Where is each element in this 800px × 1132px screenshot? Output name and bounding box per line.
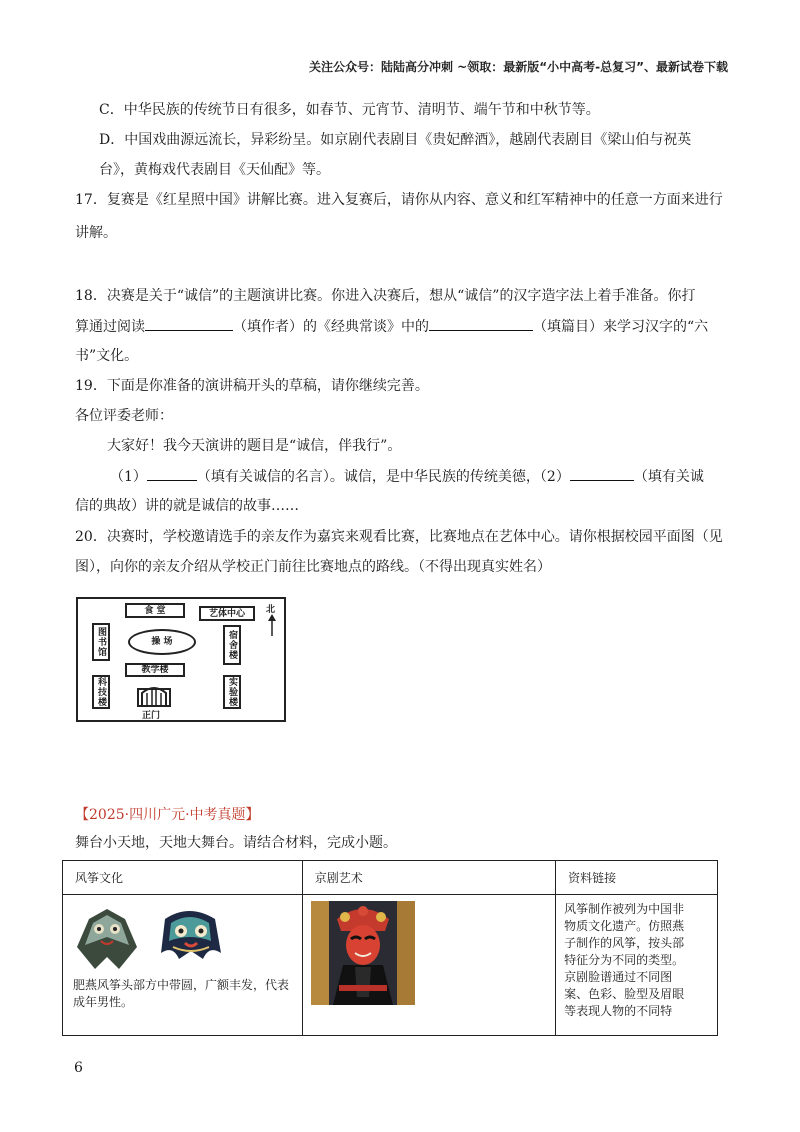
q19-text-2: （填有关诚信的名言）。诚信，是中华民族的传统美德，（2） (196, 469, 570, 485)
q18-text-2: （填作者）的《经典常谈》中的 (233, 319, 429, 335)
peking-opera-image (311, 901, 415, 1005)
question-19-salutation: 各位评委老师： (75, 408, 173, 424)
canteen-building: 食 堂 (125, 603, 185, 618)
kite-description: 肥燕风筝头部方中带圆，广额丰发，代表成年男性。 (73, 978, 290, 1009)
science-building: 科技楼 (92, 675, 110, 709)
question-18-line2 (75, 316, 708, 337)
table-header-opera: 京剧艺术 (302, 861, 555, 895)
question-19-greeting: 大家好！我今天演讲的题目是“诚信，伴我行”。 (107, 438, 402, 454)
material-table (62, 860, 718, 1036)
lab-building: 实验楼 (223, 675, 241, 709)
link-cell (556, 895, 718, 1036)
question-19-line4 (110, 466, 704, 487)
campus-map (76, 597, 286, 722)
page-header: 关注公众号：陆陆高分冲刺 ~领取：最新版“小中高考-总复习”、最新试卷下载 (309, 60, 728, 74)
question-19-line1: 19．下面是你准备的演讲稿开头的草稿，请你继续完善。 (75, 378, 429, 394)
question-18-line1: 18．决赛是关于“诚信”的主题演讲比赛。你进入决赛后，想从“诚信”的汉字造字法上着手准备。你打 (75, 288, 696, 304)
library-building: 图书馆 (92, 623, 110, 661)
question-17-line2: 讲解。 (75, 225, 117, 241)
question-20-line2: 图），向你的亲友介绍从学校正门前往比赛地点的路线。（不得出现真实姓名） (75, 559, 551, 575)
table-header-kite: 风筝文化 (63, 861, 303, 895)
q18-text-1: 算通过阅读 (75, 319, 145, 335)
option-d-line2: 台》，黄梅戏代表剧目《天仙配》等。 (99, 162, 330, 178)
arts-center-building: 艺体中心 (199, 606, 255, 621)
link-description: 风筝制作被列为中国非物质文化遗产。仿照燕子制作的风筝，按头部特征分为不同的类型。京剧脸谱通过不同图案、色彩、脸型及眉眼等表现人物的不同特 (564, 902, 685, 1018)
north-arrow-icon (267, 614, 277, 636)
question-20-line1: 20．决赛时，学校邀请选手的亲友作为嘉宾来观看比赛，比赛地点在艺体中心。请你根据校园平面图（见 (75, 529, 723, 545)
q19-text-1: （1） (110, 469, 147, 485)
kite-cell (63, 895, 303, 1036)
question-17-line1: 17．复赛是《红星照中国》讲解比赛。进入复赛后，请你从内容、意义和红军精神中的任意一方面来进行 (75, 192, 723, 208)
table-content-row (63, 895, 718, 1036)
page-number: 6 (74, 1060, 83, 1076)
answer-blank-story[interactable] (570, 466, 634, 481)
north-label: 北 (266, 605, 276, 615)
answer-blank-chapter[interactable] (429, 316, 533, 331)
swallow-kite-image (77, 905, 227, 971)
question-18-line3: 书”文化。 (75, 348, 139, 364)
teaching-building: 教学楼 (125, 663, 185, 677)
opera-cell (302, 895, 555, 1036)
table-header-row (63, 861, 718, 895)
option-d-line1: D．中国戏曲源远流长，异彩纷呈。如京剧代表剧目《贵妃醉酒》，越剧代表剧目《梁山伯与祝英 (99, 132, 692, 148)
answer-blank-author[interactable] (145, 316, 233, 331)
material-intro: 舞台小天地，天地大舞台。请结合材料，完成小题。 (75, 835, 397, 851)
answer-blank-quote[interactable] (147, 466, 197, 481)
source-tag: 【2025·四川广元·中考真题】 (75, 807, 260, 823)
gate-label: 正门 (142, 711, 161, 721)
q19-text-3: （填有关诚 (633, 469, 704, 485)
table-header-link: 资料链接 (556, 861, 718, 895)
q18-text-3: （填篇目）来学习汉字的“六 (533, 319, 709, 335)
playground: 操 场 (128, 629, 196, 655)
option-c: C．中华民族的传统节日有很多，如春节、元宵节、清明节、端午节和中秋节等。 (99, 102, 600, 118)
question-19-line5: 信的典故）讲的就是诚信的故事…… (75, 498, 299, 514)
main-gate-icon (136, 681, 172, 707)
dormitory-building: 宿舍楼 (223, 625, 241, 665)
